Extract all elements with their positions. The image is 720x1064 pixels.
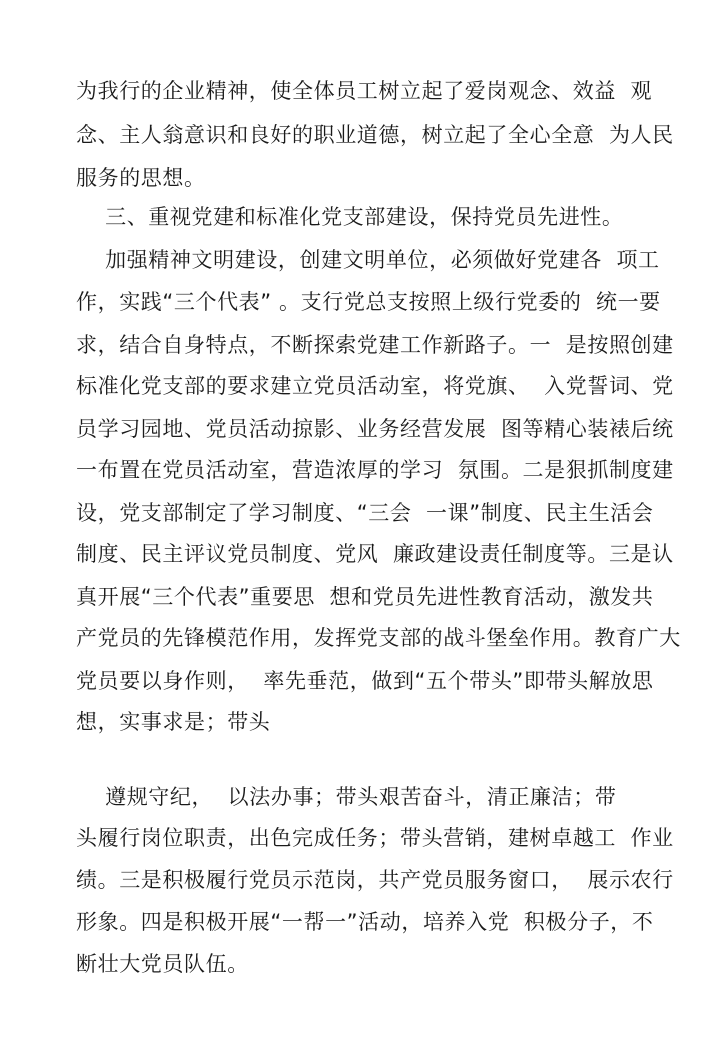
text-line: 形象。四是积极开展“一帮一”活动，培养入党 积极分子，不 bbox=[76, 910, 654, 934]
text-line: 真开展“三个代表”重要思 想和党员先进性教育活动，激发共 bbox=[76, 585, 654, 609]
text-line: 加强精神文明建设，创建文明单位，必须做好党建各 项工 bbox=[76, 248, 660, 272]
text-line: 求，结合自身特点，不断探索党建工作新路子。一 是按照创建 bbox=[76, 333, 674, 357]
text-line: 遵规守纪， 以法办事；带头艰苦奋斗，清正廉洁；带 bbox=[76, 785, 617, 809]
text-line: 作，实践“三个代表” 。支行党总支按照上级行党委的 统一要 bbox=[76, 290, 661, 314]
text-line: 设，党支部制定了学习制度、“三会 一课”制度、民主生活会 bbox=[76, 501, 654, 525]
text-line: 想，实事求是；带头 bbox=[76, 710, 271, 734]
section-heading: 三、重视党建和标准化党支部建设，保持党员先进性。 bbox=[76, 205, 624, 229]
text-line: 服务的思想。 bbox=[76, 166, 206, 190]
text-line: 标准化党支部的要求建立党员活动室，将党旗、 入党誓词、党 bbox=[76, 374, 674, 398]
text-line: 党员要以身作则， 率先垂范，做到“五个带头”即带头解放思 bbox=[76, 669, 654, 693]
text-line: 员学习园地、党员活动掠影、业务经营发展 图等精心装裱后统 bbox=[76, 417, 674, 441]
text-line: 断壮大党员队伍。 bbox=[76, 952, 249, 976]
text-line: 为我行的企业精神，使全体员工树立起了爱岗观念、效益 观 bbox=[76, 79, 653, 103]
text-line: 一布置在党员活动室，营造浓厚的学习 氛围。二是狠抓制度建 bbox=[76, 458, 674, 482]
text-line: 头履行岗位职责，出色完成任务；带头营销，建树卓越工 作业 bbox=[76, 826, 674, 850]
text-line: 念、主人翁意识和良好的职业道德，树立起了全心全意 为人民 bbox=[76, 123, 674, 147]
text-line: 绩。三是积极履行党员示范岗，共产党员服务窗口， 展示农行 bbox=[76, 868, 674, 892]
text-line: 产党员的先锋模范作用，发挥党支部的战斗堡垒作用。教育广大 bbox=[76, 626, 681, 650]
text-line: 制度、民主评议党员制度、党风 廉政建设责任制度等。三是认 bbox=[76, 542, 674, 566]
